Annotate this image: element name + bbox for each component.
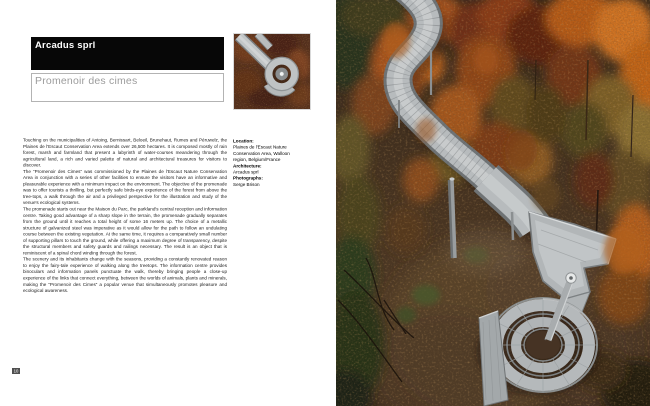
project-info [233, 138, 321, 188]
right-page [336, 0, 650, 406]
architect-title: Arcadus sprl [35, 40, 96, 51]
title-bar [31, 37, 224, 70]
location-label: Location: [233, 138, 254, 144]
photographs-value: Serge Brison [233, 181, 260, 187]
body-text [23, 137, 227, 294]
paragraph-2: The “Promenoir des Cimes” was commissioned by the Plaines de l'Escaut Nature Conservation Area in conjunction with a series of other facilities to ensure the visitors have an informative and pleasurable experience with a minimum impact on the environment. The objective of the promenade was to offer tourists a thrilling, but perfectly safe birds-eye experience of the forest from above the tree-tops, a walk through the air and a privileged perspective for the illustration and study of the venue's ecological systems. [23, 168, 227, 206]
aerial-photo-treetop-walkway [336, 0, 650, 406]
project-title-box [31, 73, 224, 102]
location-line: region, Belgium/France [233, 157, 281, 163]
paragraph-4: The scenery and its inhabitants change with the seasons, providing a constantly renovated reason to enjoy the fairy-tale experience of walking along the treetops. The information centre provides binoculars and information panels punctuate the walk, thereby bringing people a close-up experience of the links that connect everything, between the worlds of animals, plants and minerals, making the “Promenoir des Cimes” a popular venue that simultaneously promotes pleasure and ecological awareness. [23, 256, 227, 294]
paragraph-1: Touching on the municipalities of Antoing, Bernissart, Beloeil, Brunehaut, Rumes and Péruwelz, the Plaines de l'Escaut Conservation Area extends over 26,500 hectares. It is composed mostly of rain forest, marsh and farmland that present a labyrinth of water-courses meandering through the agricultural land, a rich and varied palette of natural and architectural treasures for visitors to discover. [23, 137, 227, 168]
location-line: Plaines de l'Escaut Nature [233, 144, 287, 150]
page-number-badge [12, 368, 28, 380]
location-line: Conservation Area, Walloon [233, 150, 290, 156]
architecture-value: Arcadus sprl [233, 169, 259, 175]
project-title: Promenoir des cimes [35, 75, 138, 87]
paragraph-3: The promenade starts out near the Maison du Parc, the parkland's central reception and information centre. Taking good advantage of a sharp slope in the terrain, the promenade gradually separates from the ground until it reaches a total height of some 16 meters up. The choice of a metallic structure of galvanized steel was imperative as it would allow for the path to follow an undulating course between the existing vegetation. At the same time, it requires a comparatively small number of supporting pillars to touch the ground, while offering a maximum degree of transparency, despite the structural members and safety guards and railings necessary. The result is an object that is reminiscent of a spinal chord winding through the forest. [23, 206, 227, 256]
page-number: 10 [13, 368, 19, 374]
aerial-spiral-ramp-thumbnail [233, 33, 311, 110]
architecture-label: Architecture: [233, 163, 262, 169]
photographs-label: Photographs: [233, 175, 263, 181]
